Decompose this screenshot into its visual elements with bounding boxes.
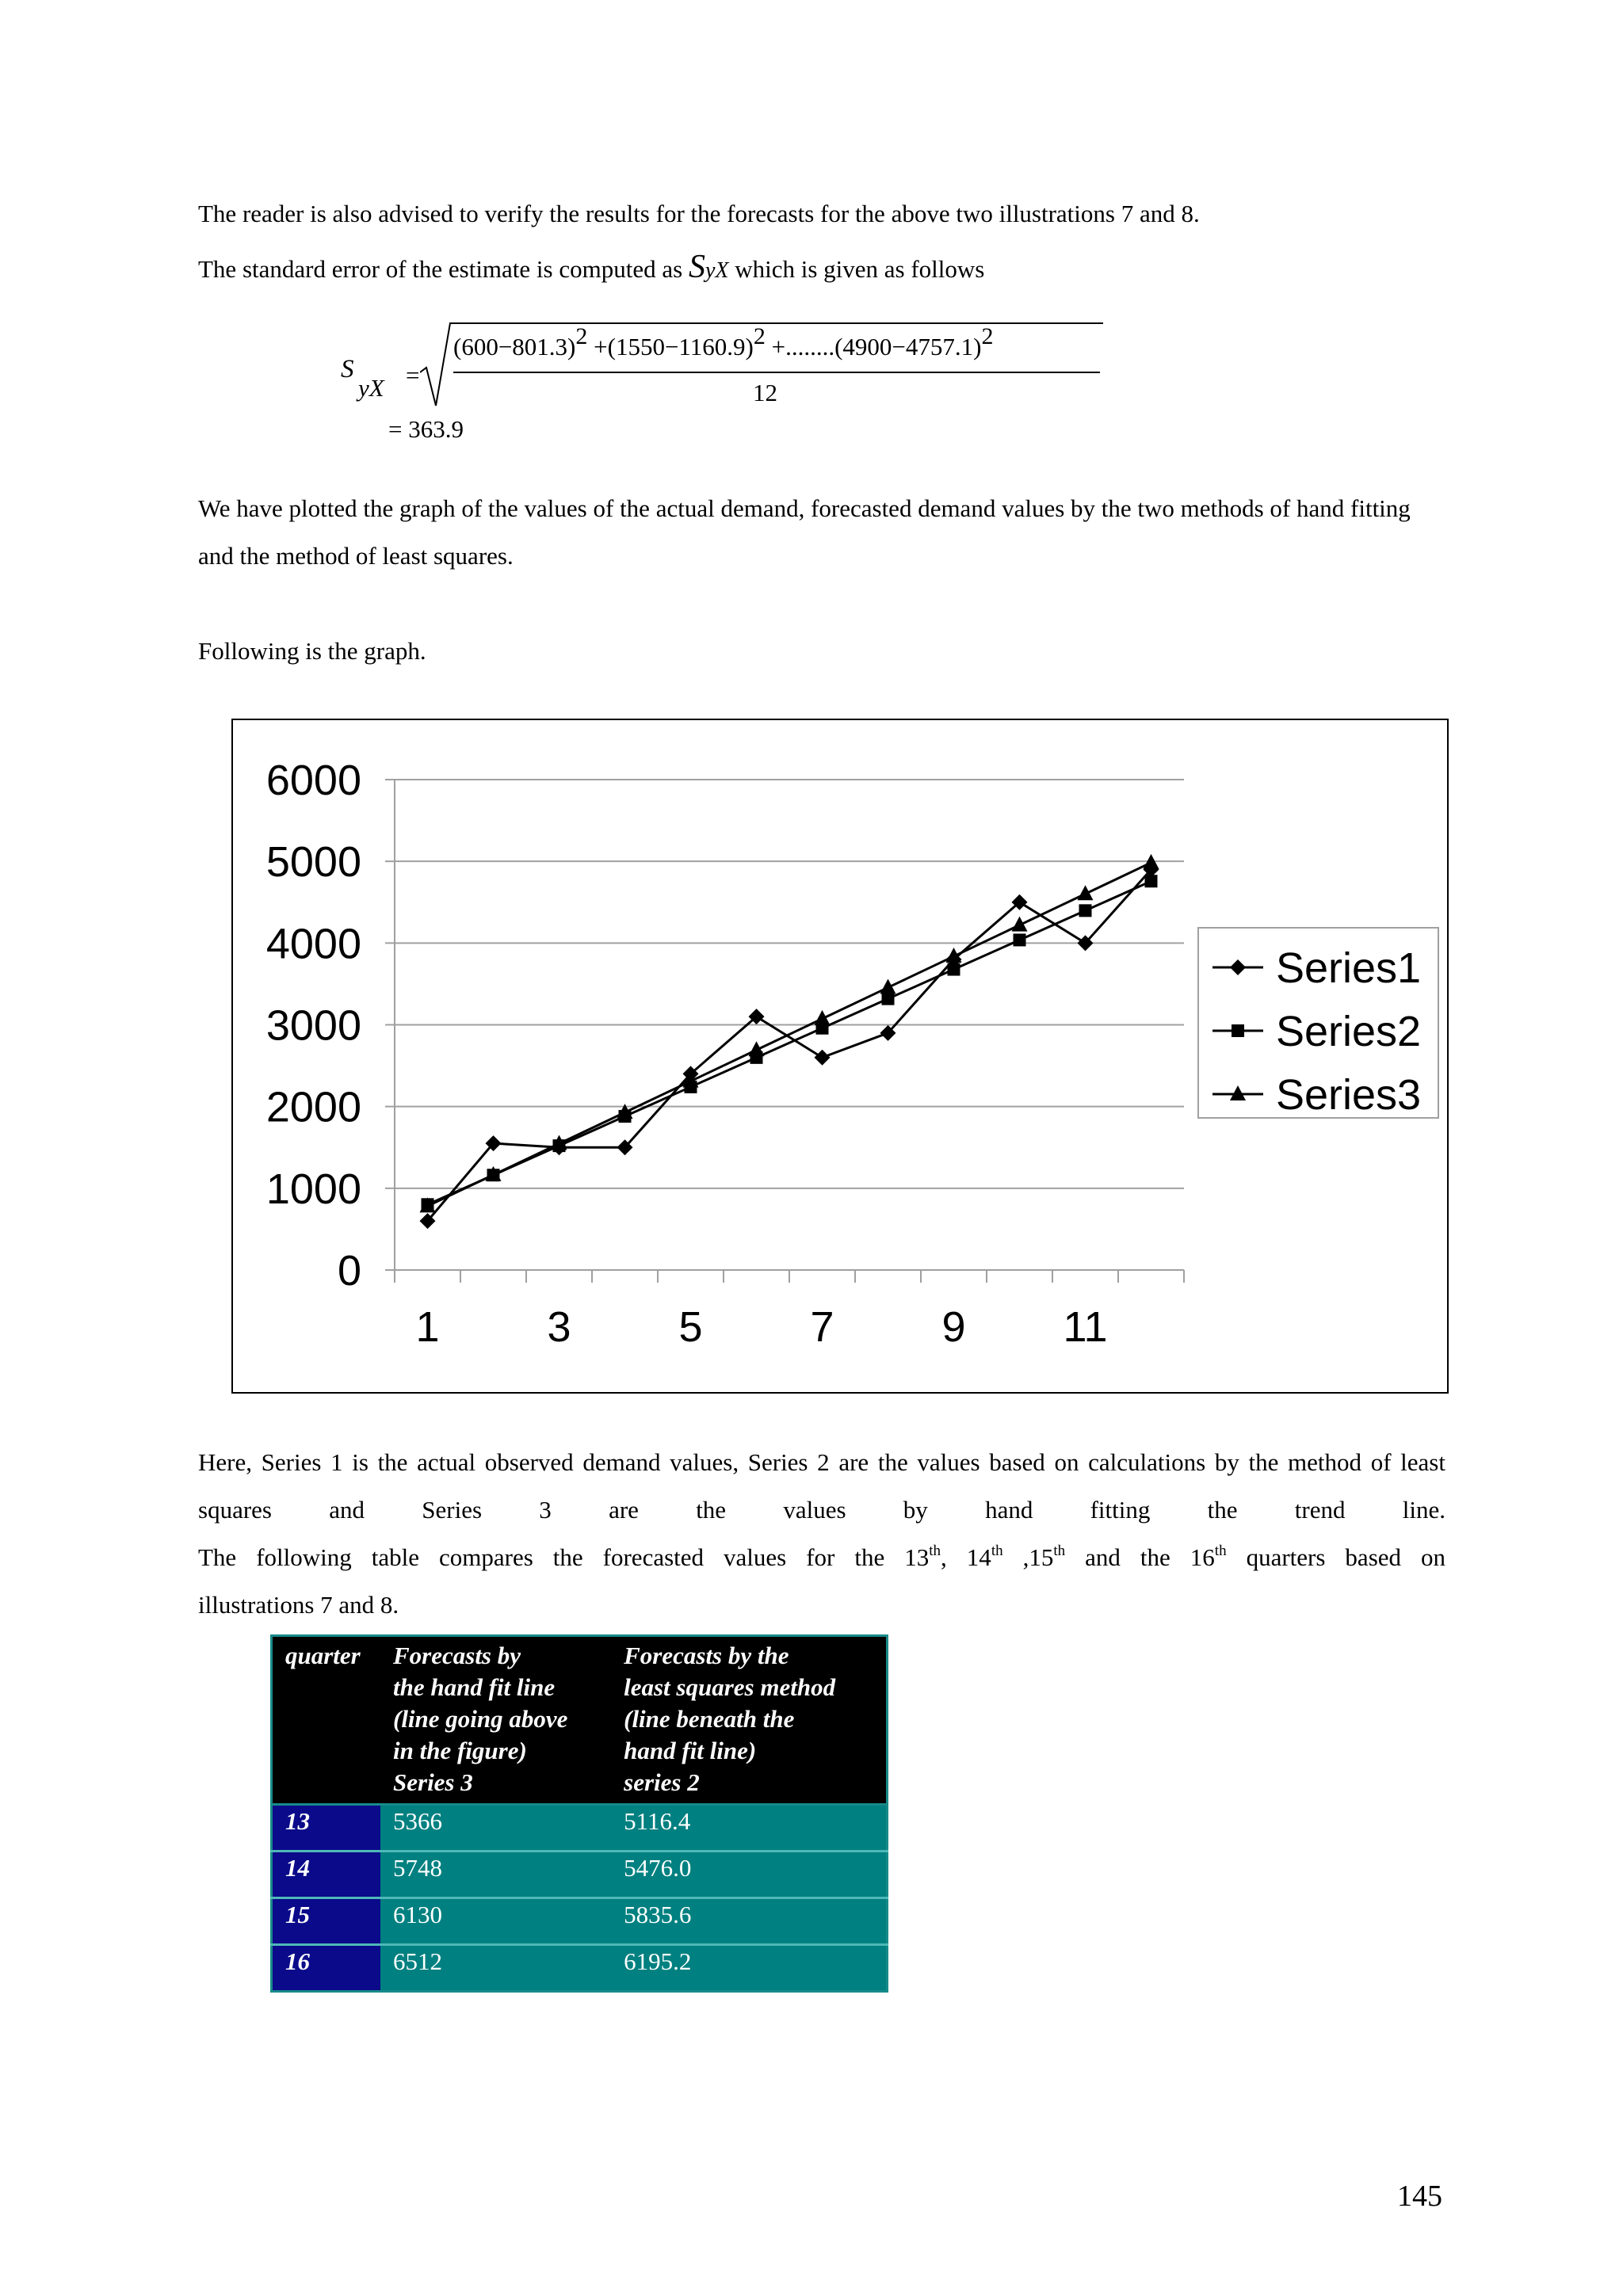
ordinal-suffix: th	[1214, 1543, 1227, 1559]
data-point-series2	[1079, 904, 1092, 917]
text-fragment: The standard error of the estimate is computed as	[198, 255, 689, 283]
chart-canvas	[233, 720, 1447, 1392]
cell-hand-fit: 5748	[380, 1852, 611, 1898]
x-tick-label: 1	[415, 1303, 440, 1351]
series-line-1	[428, 869, 1151, 1221]
paragraph-table-intro-line1	[198, 1534, 1445, 1581]
numerator-term-1: (600−801.3)	[453, 333, 576, 360]
header-quarter: quarter	[272, 1636, 381, 1805]
cell-quarter: 14	[272, 1852, 381, 1898]
x-tick-label: 3	[547, 1303, 571, 1351]
table-row	[272, 1898, 888, 1945]
text-fragment: The following table compares the forecasted values for the 13	[198, 1543, 930, 1571]
exponent: 2	[981, 323, 994, 349]
text-fragment: , 14	[941, 1543, 991, 1571]
formula-equals: =	[406, 361, 420, 389]
data-point-series2	[882, 993, 895, 1005]
legend-label: Series3	[1276, 1071, 1422, 1119]
y-tick-label: 4000	[265, 920, 361, 968]
symbol-s: S	[688, 249, 705, 285]
paragraph-standard-error	[198, 243, 1445, 295]
cell-hand-fit: 5366	[380, 1805, 611, 1852]
y-tick-label: 6000	[265, 757, 361, 804]
y-tick-label: 0	[337, 1247, 361, 1295]
cell-hand-fit: 6130	[380, 1898, 611, 1945]
header-hand-fit: Forecasts by the hand fit line (line going above in the figure) Series 3	[380, 1636, 611, 1805]
ordinal-suffix: th	[929, 1543, 941, 1559]
data-point-series1	[815, 1050, 831, 1066]
x-tick-label: 5	[678, 1303, 703, 1351]
symbol-yx-subscript: yX	[705, 258, 729, 283]
text-fragment: ,15	[1002, 1543, 1054, 1571]
x-tick-label: 11	[1063, 1303, 1108, 1351]
formula-numerator	[453, 323, 994, 361]
y-tick-label: 3000	[265, 1001, 361, 1050]
data-point-series3	[815, 1010, 831, 1025]
standard-error-formula	[341, 317, 1102, 452]
exponent: 2	[575, 323, 588, 349]
table-row	[272, 1852, 888, 1898]
paragraph-following-graph: Following is the graph.	[198, 637, 426, 665]
y-tick-label: 5000	[265, 838, 361, 887]
data-point-series3	[749, 1041, 765, 1056]
table-header-row	[272, 1636, 888, 1805]
cell-least-squares: 5476.0	[611, 1852, 887, 1898]
data-point-series3	[1078, 885, 1094, 900]
numerator-term-2: +(1550−1160.9)	[587, 333, 754, 360]
forecast-line-chart	[231, 719, 1449, 1394]
formula-lhs-symbol: S	[341, 355, 354, 383]
ordinal-suffix: th	[991, 1543, 1003, 1559]
text-fragment: quarters based on	[1226, 1543, 1446, 1571]
data-point-series3	[1012, 917, 1028, 932]
formula-lhs-subscript: yX	[358, 374, 384, 402]
cell-least-squares: 6195.2	[611, 1945, 887, 1992]
data-point-series2	[948, 963, 960, 976]
paragraph-verify-note: The reader is also advised to verify the results for the forecasts for the above two illustrations 7 and 8.	[198, 200, 1200, 227]
text-fragment: which is given as follows	[728, 255, 985, 283]
formula-denominator: 12	[753, 379, 777, 406]
header-least-squares: Forecasts by the least squares method (line beneath the hand fit line) series 2	[611, 1636, 887, 1805]
cell-quarter: 13	[272, 1805, 381, 1852]
series-line-3	[428, 863, 1151, 1207]
series-line-2	[428, 881, 1151, 1204]
x-tick-label: 7	[810, 1303, 834, 1351]
cell-quarter: 15	[272, 1898, 381, 1945]
data-point-series2	[1014, 933, 1026, 946]
text-fragment: and the 16	[1065, 1543, 1215, 1571]
x-tick-label: 9	[941, 1303, 966, 1351]
cell-quarter: 16	[272, 1945, 381, 1992]
y-tick-label: 1000	[265, 1165, 361, 1213]
cell-least-squares: 5116.4	[611, 1805, 887, 1852]
numerator-term-3: +........(4900−4757.1)	[765, 333, 982, 360]
legend-label: Series1	[1276, 944, 1422, 992]
paragraph-series-explanation: Here, Series 1 is the actual observed demand values, Series 2 are the values based on calculations by the method of least squares and Series 3 are the values by hand fitting the trend line.	[198, 1448, 1445, 1524]
table-row	[272, 1945, 888, 1992]
exponent: 2	[753, 323, 766, 349]
y-tick-label: 2000	[265, 1083, 361, 1131]
paragraph-graph-intro: We have plotted the graph of the values of the actual demand, forecasted demand values by the two methods of hand fitting and the method of least squares.	[198, 494, 1411, 570]
table-row	[272, 1805, 888, 1852]
ordinal-suffix: th	[1053, 1543, 1066, 1559]
forecast-comparison-table	[270, 1634, 888, 1993]
cell-least-squares: 5835.6	[611, 1898, 887, 1945]
paragraph-table-intro-line2: illustrations 7 and 8.	[198, 1591, 399, 1619]
data-point-series2	[1145, 875, 1158, 887]
page-number: 145	[1397, 2180, 1442, 2213]
formula-result: = 363.9	[388, 415, 464, 443]
data-point-series3	[880, 978, 896, 994]
legend-marker	[1232, 1024, 1244, 1037]
legend-label: Series2	[1276, 1008, 1422, 1055]
cell-hand-fit: 6512	[380, 1945, 611, 1992]
